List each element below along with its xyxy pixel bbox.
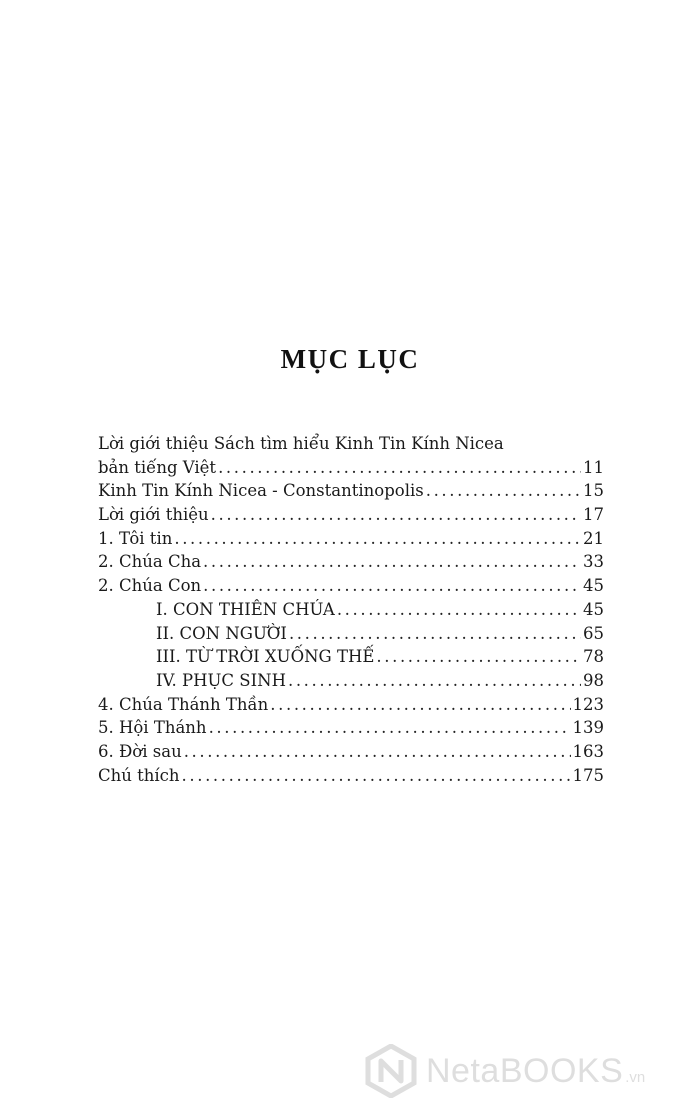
toc-entry[interactable] [98,574,604,598]
toc-entry-title: 4. Chúa Thánh Thần [98,694,269,714]
netabooks-watermark [364,1040,694,1102]
table-of-contents [98,432,604,787]
toc-entry[interactable] [98,503,604,527]
watermark-suffix: .vn [625,1069,646,1086]
toc-leader-dots [289,622,581,646]
toc-entry-page: 78 [583,647,604,667]
toc-entry-title: IV. PHỤC SINH [156,670,286,690]
toc-leader-dots [270,693,570,717]
toc-entry[interactable] [98,456,604,480]
toc-entry[interactable] [98,527,604,551]
toc-leader-dots [184,740,571,764]
toc-leader-dots [337,598,581,622]
toc-entry-page: 17 [583,505,604,525]
toc-entry-title: Lời giới thiệu [98,505,209,525]
toc-entry-title: 6. Đời sau [98,741,182,761]
toc-entry-page: 65 [583,623,604,643]
toc-entry[interactable] [98,693,604,717]
toc-entry-page: 163 [572,741,604,761]
toc-leader-dots [174,527,581,551]
toc-entry-title: II. CON NGƯỜI [156,623,287,643]
toc-leader-dots [211,503,581,527]
toc-entry-title: III. TỪ TRỜI XUỐNG THẾ [156,647,375,667]
toc-entry-page: 33 [583,552,604,572]
toc-entry-page: 139 [572,718,604,738]
netabooks-logo-icon [364,1044,418,1098]
toc-leader-dots [218,456,581,480]
toc-entry-title: 5. Hội Thánh [98,718,207,738]
page-title: MỤC LỤC [280,344,420,374]
toc-entry-title: Kinh Tin Kính Nicea - Constantinopolis [98,481,424,501]
toc-entry-title: Chú thích [98,765,180,785]
toc-subentry[interactable] [98,669,604,693]
toc-entry[interactable] [98,550,604,574]
watermark-brand: NetaBOOKS [426,1051,624,1090]
toc-entry-page: 15 [583,481,604,501]
toc-entry-page: 21 [583,528,604,548]
toc-entry-page: 11 [583,457,604,477]
toc-leader-dots [182,764,571,788]
toc-entry-title: 1. Tôi tin [98,528,173,548]
toc-entry-title: bản tiếng Việt [98,457,217,477]
toc-leader-dots [203,550,581,574]
toc-entry-title: Lời giới thiệu Sách tìm hiểu Kinh Tin Kính Nicea [98,434,504,453]
toc-entry-page: 45 [583,599,604,619]
toc-entry-page: 175 [572,765,604,785]
toc-entry-title: I. CON THIÊN CHÚA [156,599,335,619]
toc-entry[interactable] [98,740,604,764]
toc-entry[interactable] [98,479,604,503]
toc-entry-title: 2. Chúa Cha [98,552,202,572]
toc-entry-title: 2. Chúa Con [98,576,202,596]
toc-leader-dots [426,479,581,503]
toc-leader-dots [376,645,581,669]
toc-leader-dots [288,669,581,693]
toc-subentry[interactable] [98,622,604,646]
toc-entry-page: 98 [583,670,604,690]
toc-entry-page: 123 [572,694,604,714]
toc-entry-page: 45 [583,576,604,596]
toc-subentry[interactable] [98,645,604,669]
toc-subentry[interactable] [98,598,604,622]
toc-leader-dots [209,716,571,740]
toc-leader-dots [203,574,581,598]
toc-entry[interactable] [98,716,604,740]
toc-entry [98,432,604,456]
toc-entry[interactable] [98,764,604,788]
